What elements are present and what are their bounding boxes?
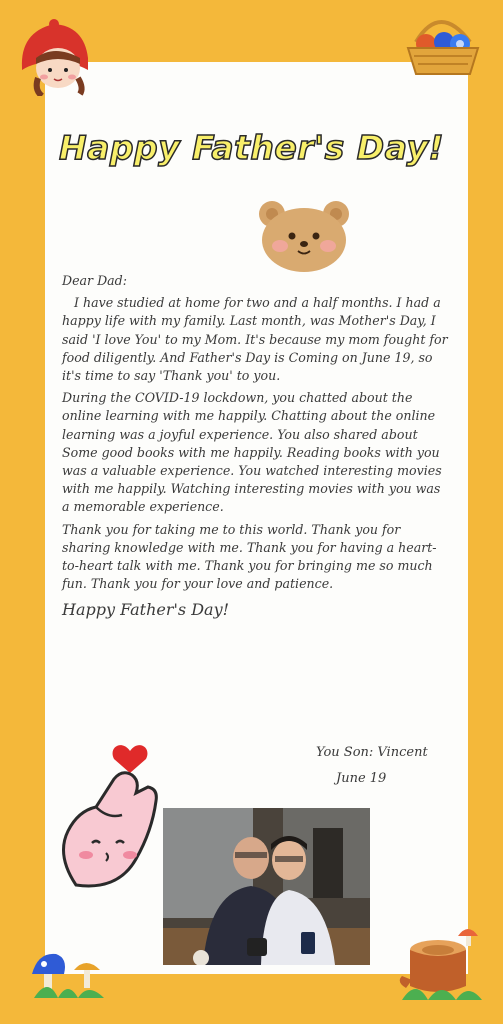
letter-body <box>62 272 450 624</box>
girl-red-hood-icon <box>14 18 94 96</box>
bear-face-icon <box>256 196 352 274</box>
tree-stump-icon <box>398 922 484 1000</box>
family-photo <box>163 808 370 965</box>
fruit-basket-icon <box>400 8 486 78</box>
letter-date: June 19 <box>336 771 387 786</box>
signature-block <box>316 740 428 792</box>
mushroom-icon <box>28 946 110 998</box>
letter-paragraph-2: During the COVID-19 lockdown, you chatted about the online learning with me happily. Chatting about the online learning was a joyful experience. You also shared about Some good books with me happily. Reading books with you was a valuable experience. You watched interesting movies with me happily. Watching interesting movies with you was a memorable experience. <box>62 390 442 515</box>
card-title: Happy Father's Day! <box>58 128 445 167</box>
finger-heart-icon <box>56 735 164 895</box>
letter-paragraph-1: I have studied at home for two and a half months. I had a happy life with my family. Last month, was Mother's Day, I said 'I love You' to my Mom. It's because my mom fought for food diligently. And Father's Day is Coming on June 19, so it's time to say 'Thank you' to you. <box>62 295 448 384</box>
letter-paragraph-3: Thank you for taking me to this world. Thank you for sharing knowledge with me. Thank you for having a heart-to-heart talk with me. Thank you for bringing me so much fun. Thank you for your love and patience. <box>62 521 437 592</box>
letter-greeting: Dear Dad: <box>62 273 127 288</box>
signature: You Son: Vincent <box>316 745 428 760</box>
letter-closing: Happy Father's Day! <box>62 600 230 620</box>
